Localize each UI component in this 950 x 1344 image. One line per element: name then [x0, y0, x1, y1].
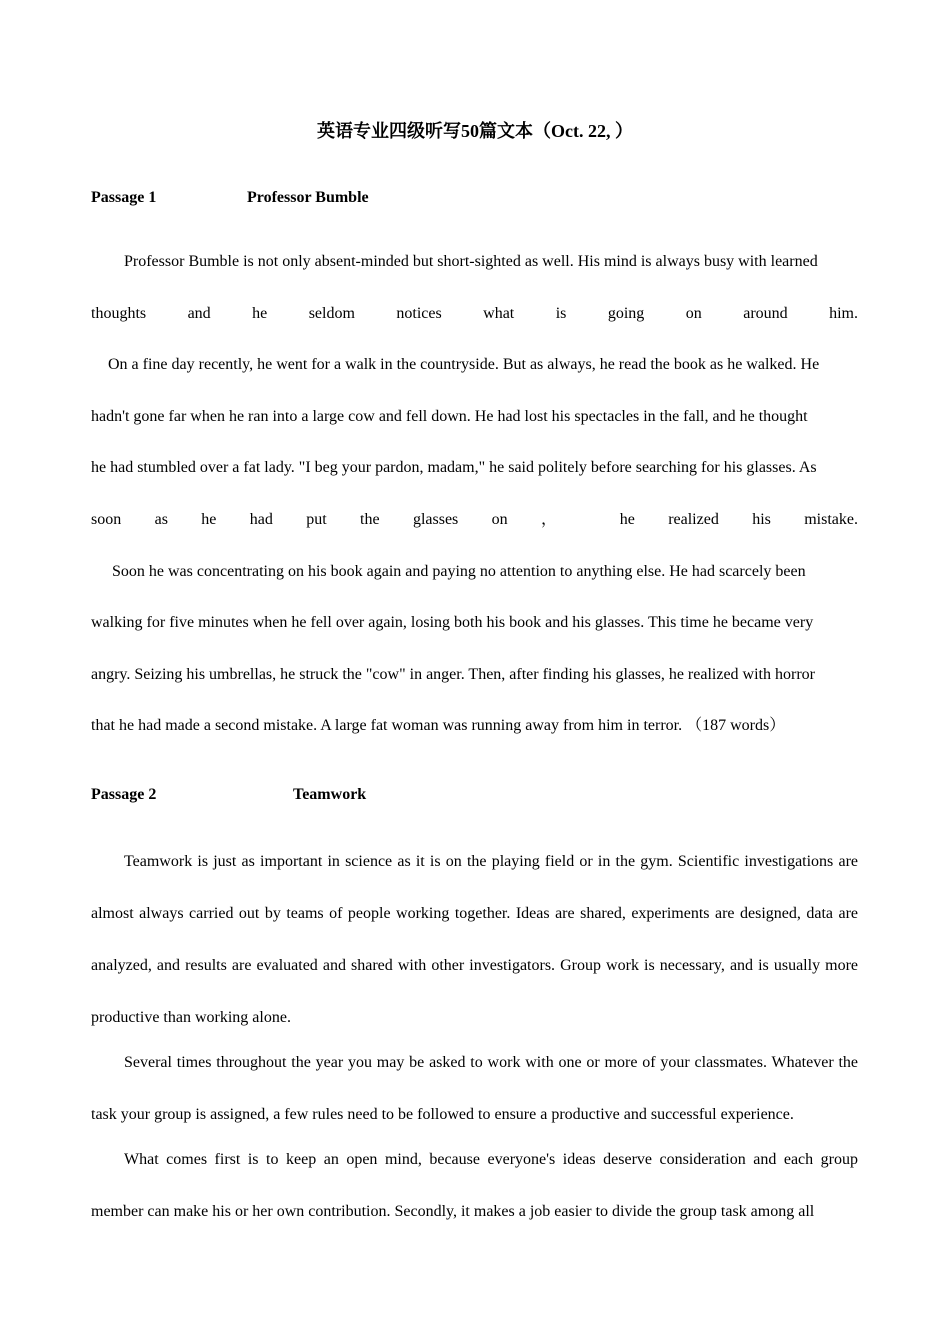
passage-2-paragraph: What comes first is to keep an open mind, because everyone's ideas deserve consideration and each group member can make his or her own contribution. Secondly, it makes a job easier to divide the group task among all — [91, 1151, 858, 1220]
passage-2-number: Passage 2 — [91, 786, 157, 803]
passage-1-line: Professor Bumble is not only absent-minded but short-sighted as well. His mind is always busy with learned — [124, 253, 818, 270]
passage-2-title: Teamwork — [293, 786, 367, 803]
passage-1-heading — [91, 187, 491, 209]
passage-1-line: he had stumbled over a fat lady. "I beg your pardon, madam," he said politely before searching for his glasses. As — [91, 459, 817, 477]
passage-2-paragraph: Several times throughout the year you may be asked to work with one or more of your classmates. Whatever the task your group is assigned, a few rules need to be followed to ensure a productive and successful experience. — [91, 1054, 858, 1123]
passage-1-line: thoughts and he seldom notices what is going on around him. — [91, 304, 858, 322]
passage-2-heading — [91, 784, 491, 806]
passage-1-line: angry. Seizing his umbrellas, he struck the "cow" in anger. Then, after finding his glasses, he realized with horror — [91, 665, 815, 683]
passage-1-title: Professor Bumble — [247, 189, 369, 206]
document-title: 英语专业四级听写50篇文本（Oct. 22, ） — [317, 121, 633, 141]
passage-2-body — [91, 836, 858, 1231]
passage-1-line: On a fine day recently, he went for a walk in the countryside. But as always, he read the book as he walked. He — [108, 356, 820, 374]
passage-1-line: hadn't gone far when he ran into a large cow and fell down. He had lost his spectacles in the fall, and he thought — [91, 407, 808, 425]
passage-1-body — [91, 236, 858, 752]
passage-1-line: soon as he had put the glasses on ， he realized his mistake. — [91, 510, 858, 528]
passage-1-line: Soon he was concentrating on his book again and paying no attention to anything else. He had scarcely been — [112, 562, 806, 580]
passage-1-line: walking for five minutes when he fell over again, losing both his book and his glasses. This time he became very — [91, 614, 814, 632]
passage-1-line: that he had made a second mistake. A large fat woman was running away from him in terror. （187 words） — [91, 717, 786, 735]
passage-2-paragraph: Teamwork is just as important in science as it is on the playing field or in the gym. Scientific investigations are almost always carried out by teams of people working together. Ideas are shared, experiments are designed, data are analyzed, and results are evaluated and shared with other investigators. Group work is necessary, and is usually more productive than working alone. — [91, 853, 858, 1026]
passage-1-number: Passage 1 — [91, 189, 157, 206]
